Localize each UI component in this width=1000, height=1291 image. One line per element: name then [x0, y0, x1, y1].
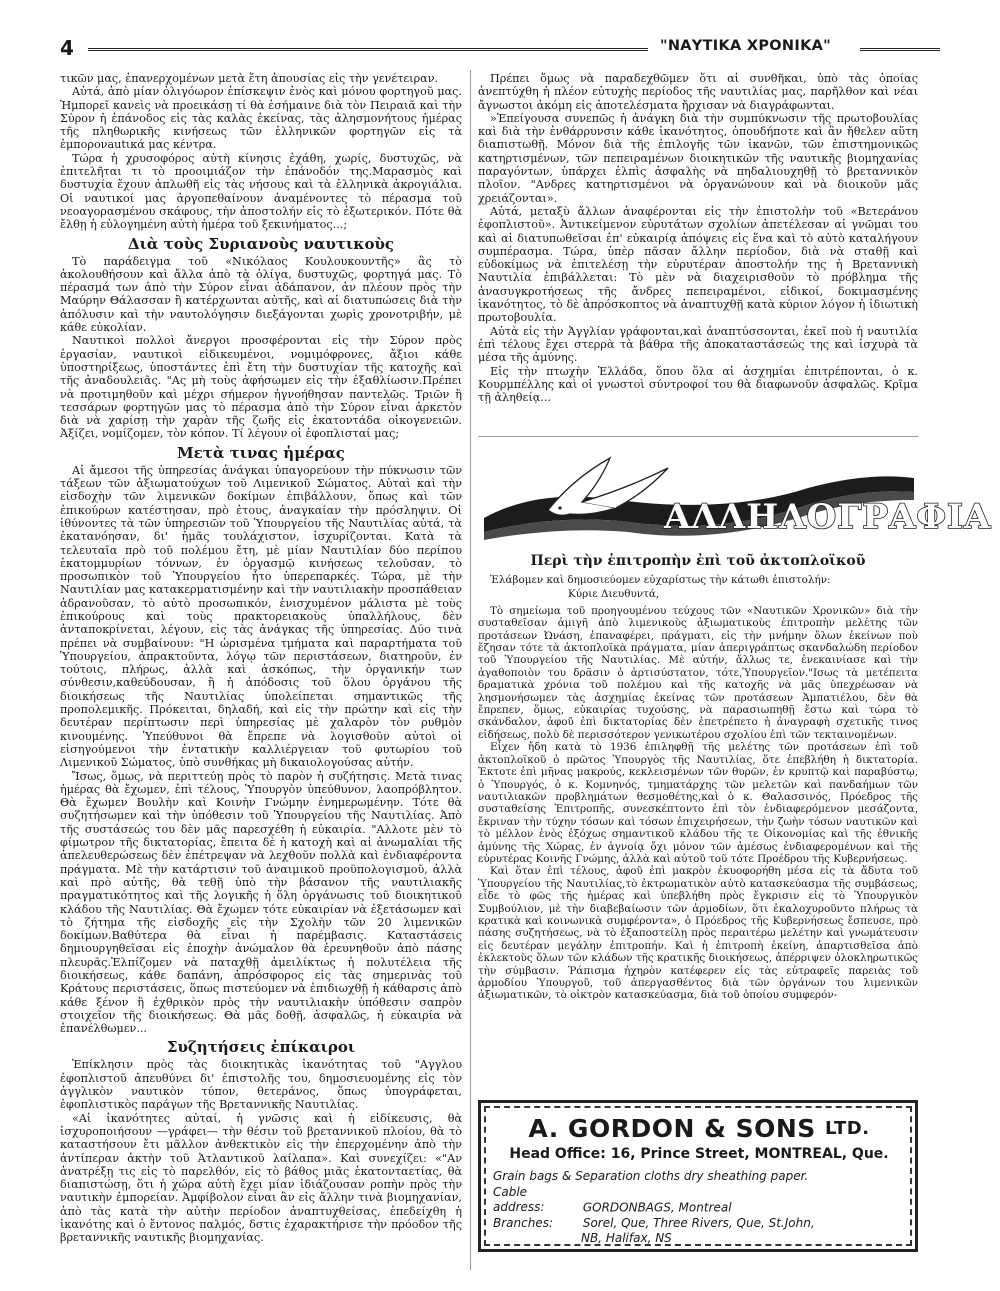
section-separator: [478, 436, 918, 437]
section-heading-after-some-days: Μετὰ τινας ἡμέρας: [177, 443, 345, 462]
article-paragraph: «Αἱ ἱκανότητες αὐταί, ἡ γνῶσις καὶ ἡ εἰδίκευσις, θὰ ἰσχυροποιήσουν —γράφει— τὴν θέσιν τοῦ βρεταννικοῦ πλοίου, θὰ τὸ καταστήσουν ἔτι μᾶλλον ἀνθεκτικὸν εἰς τὴν ἐπερχομένην ἀπὸ τὴν ἀντίπεραν ἀκτὴν τοῦ Ἀτλαντικοῦ λαίλαπα». Καὶ συνεχίζει: «"Αν ἀνατρέξῃ τις εἰς τὸ παρελθόν, εἰς τὸ βάθος μιᾶς ἑκατονταετίας, θὰ διαπιστώσῃ, ὅτι ἡ χώρα αὐτὴ ἔχει μίαν ἰδιάζουσαν ροπὴν πρὸς τὴν ναυτικὴν ἐμπορείαν. Ἀμφίβολον εἶναι ἂν εἰς ἄλλην τινὰ βιομηχανίαν, ἀπὸ τὰς κατὰ τὴν αὐτὴν περίοδον ἀναπτυχθείσας, ἐπεδείχθη ἡ ἱκανότης καὶ ὁ ἔντονος παλμός, δστις ἐχαρακτήρισε τὴν πρόοδον τῆς βρεταννικῆς ναυτικῆς βιομηχανίας.: [60, 1111, 462, 1245]
ad-ltd: LTD.: [825, 1118, 870, 1139]
ad-company-name: [493, 1115, 905, 1143]
article-paragraph: »Ἐπείγουσα συνεπῶς ἡ ἀνάγκη διὰ τὴν συμπύκνωσιν τῆς πρωτοβουλίας καὶ διὰ τὴν ἐνθάρρυνσιν κάθε ἱκανότητος, ὁπουδήποτε καὶ ἂν ἤθελεν αὕτη διαπιστωθῇ. Μόνον διὰ τῆς ἐπιλογῆς τῶν ἱκανῶν, τῶν ἐπιστημονικῶς κατηρτισμένων, τῶν πεπειραμένων διοικητικῶν τῆς ναυτικῆς βιομηχανίας παραγόντων, ὑπάρχει ἐλπὶς ἀσφαλὴς νὰ πηδαλιουχηθῇ τὸ βρεταννικὸν πλοῖον. "Ανδρες κατηρτισμένοι νὰ ὀργανώνουν καὶ νὰ διοικοῦν μᾶς χρειάζονται».: [478, 111, 918, 205]
running-title: "ΝΑΥΤΙΚΑ ΧΡΟΝΙΚΑ": [660, 38, 831, 54]
ad-company: A. GORDON & SONS: [528, 1114, 816, 1143]
section-heading-timely-discussions: Συζητήσεις ἐπίκαιροι: [166, 1038, 356, 1057]
letter-intro: Ἐλάβομεν καὶ δημοσιεύομεν εὐχαρίστως τὴν κάτωθι ἐπιστολήν:: [490, 574, 831, 586]
correspondence-section: [478, 548, 918, 1098]
article-paragraph: Ναυτικοὶ πολλοὶ ἄνεργοι προσφέρονται εἰς τὴν Σύρον πρὸς ἐργασίαν, ναυτικοὶ εἰδικευμένοι, νομιμόφρονες, ἄξιοι κάθε ὑποστηρίξεως, ὑποστάντες ἐπὶ ἔτη τὴν δυστυχίαν τῆς κατοχῆς καὶ τῆς ἀναδουλειᾶς. "Ας μὴ τοὺς ἀφήσωμεν εἰς τὴν ἐξαθλίωσιν.Πρέπει νὰ προτιμηθοῦν καὶ μέχρι σήμερον ἠγνοήθησαν παντελῶς. Τριῶν ἢ τεσσάρων φορτηγῶν μας τὸ πέρασμα ἀπὸ τὴν Σύρον εἶναι ἀρκετὸν διὰ νὰ χαρίσῃ τὴν χαρὰν τῆς ζωῆς εἰς ἑκατοντάδα οἰκογενειῶν. Ἀξίζει, νομίζομεν, τὸν κόπον. Τί λέγουν οἱ ἐφοπλισταί μας;: [60, 334, 462, 441]
gordon-advertisement: [478, 1100, 918, 1252]
correspondence-banner: [478, 448, 992, 544]
ad-cable-label: Cable address:: [493, 1184, 545, 1214]
left-column: [60, 72, 462, 1270]
article-paragraph: Ἴσως, ὅμως, νὰ περιττεύῃ πρὸς τὸ παρὸν ἡ συζήτησις. Μετὰ τινας ἡμέρας θὰ ἔχωμεν, ἐπὶ τέλους, Ὑπουργὸν ὑπεύθυνον, λαοπρόβλητον. Θὰ ἔχωμεν Βουλὴν καὶ Κοινὴν Γνώμην ἐνημερωμένην. Τότε θὰ συζητήσωμεν καὶ τὴν ὑπόθεσιν τοῦ Ὑπουργείου τῆς Ναυτιλίας. Ἀπὸ τῆς συστάσεώς του δὲν μᾶς παρεσχέθη ἡ εὐκαιρία. "Αλλοτε μὲν τὸ φίμωτρον τῆς δικτατορίας, ἔπειτα δὲ ἡ κατοχὴ καὶ αἱ ἀνωμαλίαι τῆς ἀπελευθερώσεως δὲν ἐπέτρεψαν νὰ λεχθοῦν πολλὰ καὶ ἐνδιαφέροντα πράγματα. Μὲ τὴν κατάρτισιν τοῦ ἀναιμικοῦ προϋπολογισμοῦ, ἀλλὰ καὶ πρὸ αὐτῆς, θὰ τεθῇ ὑπὸ τὴν βάσανον τῆς ναυτιλιακῆς πραγματικότητος καὶ τῆς λογικῆς ἡ ὅλη ὀργάνωσις τοῦ διοικητικοῦ κλάδου τῆς Ναυτιλίας. Θὰ ἔχωμεν τότε εὐκαιρίαν νὰ ἐξετάσωμεν καὶ τὸ ζήτημα τῆς εἰσδοχῆς εἰς τὴν Σχολὴν τῶν 20 λιμενικῶν δοκίμων.Βαθύτερα θὰ εἶναι ἡ παρέμβασις. Καταστάσεις δημιουργηθεῖσαι εἰς ἐποχὴν ἀνώμαλον θὰ ἐρευνηθοῦν ἀπὸ πάσης πλευρᾶς.Ἐλπίζομεν νὰ παταχθῇ ἀμειλίκτως ἡ πολυτέλεια τῆς διοικήσεως, κάθε δαπάνη, ἀπρόσφορος εἰς τὰς σημερινὰς τοῦ Κράτους περιστάσεις, ὅπως πιστεύομεν νὰ ἐπιδιωχθῇ ἡ κάθαρσις ἀπὸ κάθε ξένον ἢ ἐχθρικὸν πρὸς τὴν ναυτιλιακὴν ὑπόθεσιν σαπρὸν στοιχεῖον τῆς διοικήσεως. Θὰ μᾶς δοθῇ, ἀσφαλῶς, ἡ εὐκαιρία νὰ ἐπανέλθωμεν...: [60, 769, 462, 1036]
ad-cable-line: [493, 1185, 905, 1216]
page-number: 4: [60, 36, 74, 60]
correspondence-heading: Περὶ τὴν ἐπιτροπὴν ἐπὶ τοῦ ἀκτοπλοϊκοῦ: [530, 553, 866, 569]
letter-paragraph: Τὸ σημείωμα τοῦ προηγουμένου τεύχους τῶν «Ναυτικῶν Χρονικῶν» διὰ τὴν συσταθεῖσαν ἀμιγῆ ἀπὸ λιμενικοὺς ἀξιωματικοὺς ἐπιτροπὴν μελέτης τῶν προτάσεων Ὠνάση, ἐπαναφέρει, πράγματι, εἰς τὴν μνήμην ὅλων ἐκείνων ποὺ ἔζησαν τότε τὰ ἀκτοπλοϊκὰ πράγματα, μίαν ἀπεριγράπτως σκανδαλώδη περίοδον τοῦ Ὑπουργείου τῆς Ναυτιλίας. Μὲ αὐτήν, ἄλλως τε, ἐνεκαινίασε καὶ τὴν ἀγαθοποιὸν του δρᾶσιν ὁ ἀρτισύστατον, τότε,Ὑπουργεῖον."Ισως τὰ μετέπειτα δραματικὰ χρόνια τοῦ πολέμου καὶ τῆς κατοχῆς νὰ μᾶς ὑπεχρέωσαν νὰ λησμονήσωμεν τὰς ἀσχημίας ἐκείνας τῶν προτάσεων Ἀμπατιέλου, δὲν θὰ ἔπρεπεν, ὅμως, εὐκαιρίας τυχούσης, νὰ παρασιωπηθῇ ἔστω καὶ τώρα τὸ σκάνδαλον, ἀφοῦ ἐπὶ δικτατορίας δὲν ἐπετρέπετο ἡ ἀναγραφὴ σχετικῆς τινος εἰδήσεως, πολὺ δὲ περισσότερον γενικωτέρου σχολίου ἐπὶ τῶν τεκταινομένων.: [478, 604, 918, 741]
header-rule-right: [860, 48, 940, 51]
article-paragraph: Τώρα ἡ χρυσοφόρος αὐτὴ κίνησις ἐχάθη, χωρίς, δυστυχῶς, νὰ ἐπιτελῆται τι τὸ προοιμιάζον τὴν ἐπάνοδόν της.Μαρασμὸς καὶ δυστυχία ἔχουν ἁπλωθῆ εἰς τὰς νήσους καὶ τὰ ἑλληνικὰ ἀκρογιάλια. Οἱ ναυτικοί μας ἀργοπεθαίνουν ἀναμένοντες τὸ πέρασμα τοῦ νεοαγορασμένου σκάφους, τὴν ἀποστολήν εἰς τὸ ἐξωτερικόν. Πότε θὰ ἔλθῃ ἡ εὐλογημένη αὐτὴ ἡμέρα τοῦ ξεκινήματος...;: [60, 151, 462, 232]
header-rule-left: [88, 48, 648, 51]
article-paragraph: Πρέπει ὅμως νὰ παραδεχθῶμεν ὅτι αἱ συνθῆκαι, ὑπὸ τὰς ὁποίας ἀνεπτύχθη ἡ πλέον εὐτυχὴς περίοδος τῆς ναυτιλίας μας, παρῆλθον καὶ νέαι ἄγνωστοι ἀκόμη εἰς ἀποτελέσματα ἤρχισαν νὰ διαγράφωνται.: [478, 72, 918, 112]
article-paragraph: Ἐπίκλησιν πρὸς τὰς διοικητικὰς ἱκανότητας τοῦ "Αγγλου ἐφοπλιστοῦ ἀπευθύνει δι' ἐπιστολῆς του, δημοσιευομένης εἰς τὸν ἀγγλικὸν ναυτικὸν τύπον, θετεράνος, ὅπως ὑπογράφεται, ἐφοπλιστικὸς παράγων τῆς Βρεταννικῆς Ναυτιλίας.: [60, 1058, 462, 1112]
article-paragraph: Εἰς τὴν πτωχὴν Ἑλλάδα, ὅπου ὅλα αἱ ἀσχημίαι ἐπιτρέπονται, ὁ κ. Κουρμπέλλης καὶ οἱ γνωστοὶ σύντροφοί του θὰ διαφωνοῦν ἀσφαλῶς. Κρῖμα τῇ ἀληθείᾳ...: [478, 364, 918, 405]
article-paragraph: Τὸ παράδειγμα τοῦ «Νικόλαος Κουλουκουντῆς» ἂς τὸ ἀκολουθήσουν καὶ ἄλλα ἀπὸ τὰ ὀλίγα, δυστυχῶς, φορτηγά μας. Τὸ πέρασμά των ἀπὸ τὴν Σύρον εἶναι ἀδάπανον, ἀν πλέουν πρὸς τὴν Μαύρην Θάλασσαν ἢ κατέρχωνται αὐτῆς, καὶ αἱ διατυπώσεις διὰ τὴν ἀπόλυσιν καὶ τὴν ναυτολόγησιν διεξάγονται χωρὶς χρονοτριβήν, μὲ κάθε εὐκολίαν.: [60, 254, 462, 335]
ad-branches-value: Sorel, Que, Three Rivers, Que, St.John,: [582, 1215, 815, 1230]
column-divider: [470, 70, 471, 1270]
right-column-top: [478, 72, 918, 432]
ad-products: Grain bags & Separation cloths dry sheathing paper.: [493, 1169, 809, 1183]
ad-head-office: Head Office: 16, Prince Street, MONTREAL, Que.: [509, 1146, 889, 1162]
ad-branches-continued: NB, Halifax, NS: [581, 1231, 672, 1245]
ad-cable-value: GORDONBAGS, Montreal: [582, 1200, 732, 1214]
ad-branches-label: Branches:: [493, 1215, 554, 1230]
article-paragraph: Αὐτά, μεταξὺ ἄλλων ἀναφέρονται εἰς τὴν ἐπιστολὴν τοῦ «Βετεράνου ἐφοπλιστοῦ». Ἀντικείμενον εὐρυτάτων σχολίων ἀπετέλεσαν αἱ γνῶμαι του καὶ αἱ διατυπωθεῖσαι ἐπ' εὐκαιρίᾳ ἀπόψεις εἰς ἕνα καὶ τὸ αὐτὸ καταλήγουν συμπέρασμα. Τώρα, ὑπὲρ πᾶσαν ἄλλην περίοδον, διὰ νὰ σταθῇ καὶ εὐδοκίμως νὰ ἐπιτελέσῃ τὴν εὐρυτέραν ἀποστολήν της ἡ Βρεταννικὴ Ναυτιλία ἐπιβάλλεται: Τὸ μὲν νὰ διαχειρισθοῦν τὸ πρόβλημα τῆς ἀνασυγκροτήσεως τῆς ἄνδρες πεπειραμένοι, εἰδικοί, δοκιμασμένης ἱκανότητος, τὸ δὲ ἀπρόσκοπτος νὰ ἀναπτυχθῇ κατὰ κύριον λόγον ἡ ἰδιωτικὴ πρωτοβουλία.: [478, 204, 918, 325]
section-heading-syrian-sailors: Διὰ τοὺς Συριανοὺς ναυτικοὺς: [128, 234, 394, 253]
ad-branches-line: [493, 1216, 905, 1232]
letter-paragraph: Εἶχεν ἤδη κατὰ τὸ 1936 ἐπιληφθῇ τῆς μελέτης τῶν προτάσεων ἐπὶ τοῦ ἀκτοπλοϊκοῦ ὁ πρῶτος Ὑπουργὸς τῆς Ναυτιλίας, ὅτε ἐπεβλήθη ἡ δικτατορία. Ἐκτοτε ἐπὶ μῆνας μακρούς, κεκλεισμένων τῶν θυρῶν, ἐν κρυπτῷ καὶ παραβύστῳ, ὁ Ὑπουργός, ὁ κ. Κομνηνός, τμηματάρχης τῶν μελετῶν καὶ πανδαήμων τῶν ναυτιλιακῶν προβλημάτων θεσμοθέτης,καὶ ὁ κ. Θαλασσινός, Πρόεδρος τῆς συσταθείσης Ἐπιτροπῆς, συνεσκέπτοντο ἐπὶ τὸν ἐνδιαφερόμενον μεσάζοντα, ἔκριναν τὴν τύχην τόσων καὶ τόσων ἐπιχειρήσεων, τὴν ζωὴν τόσων ναυτικῶν καὶ τὸ μέλλον ἑνὸς ἐξόχως σημαντικοῦ κλάδου τῆς τε Οἰκονομίας καὶ τῆς ἐθνικῆς ἀμύνης τῆς Χώρας, ἐν ἀγνοίᾳ ὄχι μόνον τῶν ἀμέσως ἐνδιαφερομένων καὶ τῆς εὐρυτέρας Κοινῆς Γνώμης, ἀλλὰ καὶ αὐτοῦ τοῦ τότε Προέδρου τῆς Κυβερνήσεως.: [478, 741, 918, 865]
article-paragraph: Αὐτά, ἀπὸ μίαν ὀλιγόωρον ἐπίσκεψιν ἑνὸς καὶ μόνου φορτηγοῦ μας. Ἠμπορεῖ κανεὶς νὰ προεικάσῃ τί θὰ ἐσήμαινε διὰ τὸν Πειραιᾶ καὶ τὴν Σύρον ἡ ἐπάνοδος εἰς τὰς καλὰς ἐκείνας, τὰς ἀλησμονήτους ἡμέρας τῆς πληθωρικῆς κινήσεως τῶν ἑλληνικῶν φορτηγῶν εἰς τὰ ἐμπορονautικά μας κέντρα.: [60, 85, 462, 152]
letter-salutation: Κύριε Διευθυντά,: [568, 588, 660, 601]
article-paragraph: Αἱ ἄμεσοι τῆς ὑπηρεσίας ἀνάγκαι ὑπαγορεύουν τὴν πύκνωσιν τῶν τάξεων τῶν ἀξιωματούχων τοῦ Λιμενικοῦ Σώματος. Αὐταὶ καὶ τὴν εἰσδοχὴν τῶν λιμενικῶν δοκίμων ἐπιβάλλουν, ὅπως καὶ τῶν ἐπικούρων κατέστησαν, πρὸ ἐτους, ἀναγκαίαν τὴν πρόσληψιν. Οἱ ἰθύνοντες τὰ τῶν ὑπηρεσιῶν τοῦ Ὑπουργείου τῆς Ναυτιλίας αὐτά, τὰ ἐκατανόησαν, δι' ἡμᾶς τουλάχιστον, ἰσχυρίζονται. Κατὰ τὰ τελευταῖα πρὸ τοῦ πολέμου ἔτη, μὲ μίαν Ναυτιλίαν δύο περίπου ἑκατομμυρίων τόννων, ἐν ὀργασμῷ κινήσεως τελοῦσαν, τὸ προσωπικὸν τοῦ Ὑπουργείου ἦτο ὑπερεπαρκές. Τώρα, μὲ τὴν Ναυτιλίαν μας κατακερματισμένην καὶ τὴν ναυτιλιακὴν προσπάθειαν ἀδρανοῦσαν, τὸ αὐτὸ προσωπικόν, ἐνισχυμένον μάλιστα μὲ τοὺς ἐπικούρους καὶ τοὺς πρακτορειακοὺς ὑπαλλήλους, δὲν ἀνταποκρίνεται, λέγουν, εἰς τὰς ἀνάγκας τῆς ὑπηρεσίας. Δύο τινὰ πρέπει νὰ συμβαίνουν: "Η ὡρισμένα τμήματα καὶ παραρτήματα τοῦ Ὑπουργείου, ἀπρακτοῦντα, λόγῳ τῶν περιστάσεων, διατηροῦν, ἐν τούτοις, πλήρως, ἀλλὰ καὶ ἀσκόπως, τὴν ὀργανικήν των σύνθεσιν,καθεύδουσαν, ἢ ἡ ἀπόδοσις τοῦ ὅλου ὀργάνου τῆς διοικήσεως τῆς Ναυτιλίας ὑπολείπεται σημαντικῶς τῆς προπολεμικῆς. Πρόκειται, δηλαδή, καὶ εἰς τὴν πρώτην καὶ εἰς τὴν δευτέραν περίπτωσιν περὶ ὑπηρεσίας μὲ χαλαρὸν τὸν ρυθμὸν κινουμένης. Ὑπεύθυνοι θὰ ἔπρεπε νὰ λογισθοῦν αὐτοὶ οἱ εἰσηγούμενοι τὴν ἐντατικὴν καλλιέργειαν τοῦ φυτωρίου τοῦ Λιμενικοῦ Σώματος, ὑπὸ συνθήκας μὴ δικαιολογούσας αὐτήν.: [60, 463, 462, 770]
banner-title: ΑΛΛΗΛΟΓΡΑΦΙΑ: [664, 497, 992, 537]
article-paragraph: τικῶν μας, ἐπανερχομένων μετὰ ἔτη ἀπουσίας εἰς τὴν γενέτειραν.: [60, 72, 439, 85]
article-paragraph: Αὐτὰ εἰς τὴν Ἀγγλίαν γράφονται,καὶ ἀναπτύσσονται, ἐκεῖ ποὺ ἡ ναυτιλία ἐπὶ τέλους ἔχει στερρὰ τὰ βάθρα τῆς ἀποκαταστάσεώς της καὶ ἰσχυρὰ τὰ μέσα τῆς ἀμύνης.: [478, 324, 918, 365]
seagull-banner-illustration: [478, 448, 992, 544]
page-header: [60, 36, 940, 62]
letter-paragraph: Καὶ ὅταν ἐπὶ τέλους, ἀφοῦ ἐπὶ μακρὸν ἐκυοφορήθη μέσα εἰς τὰ ἄδυτα τοῦ Ὑπουργείου τῆς Ναυτιλίας,τὸ ἐκτρωματικὸν αὐτὸ κατασκεύασμα τῆς συμβάσεως, εἶδε τὸ φῶς τῆς ἡμέρας καὶ ὑπεβλήθη πρὸς ἔγκρισιν εἰς τὸ Ὑπουργικὸν Συμβούλιον, μὲ τὴν διαβεβαίωσιν τῶν ἁρμοδίων, ὅτι ἐκαλοχυροῦντο πλήρως τὰ κρατικὰ καὶ κοινωνικὰ συμφέροντα», ὁ Πρόεδρος τῆς Κυβερνήσεως ἔσπευσε, πρὸ πάσης συζητήσεως, νὰ τὸ ἐξαποστείλῃ πρὸς περαιτέρω μελέτην καὶ γνωμάτευσιν εἰς δευτέραν μεγάλην ἐπιτροπήν. Καὶ ἡ ἐπιτροπὴ ἐκείνη, ἀπαρτισθεῖσα ἀπὸ ἐκλεκτοὺς ὅλων τῶν κλάδων τῆς κρατικῆς διοικήσεως, ἀπέρριψεν ὁλοκληρωτικῶς τὴν σύμβασιν. Ῥάπισμα ἠχηρὸν κατέφερεν εἰς τὰς εὐτραφεῖς παρειὰς τοῦ ἁρμοδίου Ὑπουργοῦ, τοῦ ἀπεργασθέντος διὰ τῶν ὀργάνων του λιμενικῶν ἀξιωματικῶν, τὸ οἰκτρὸν κατασκεύασμα, διὰ τοῦ ὁποίου συμφερόν-: [478, 865, 918, 1002]
